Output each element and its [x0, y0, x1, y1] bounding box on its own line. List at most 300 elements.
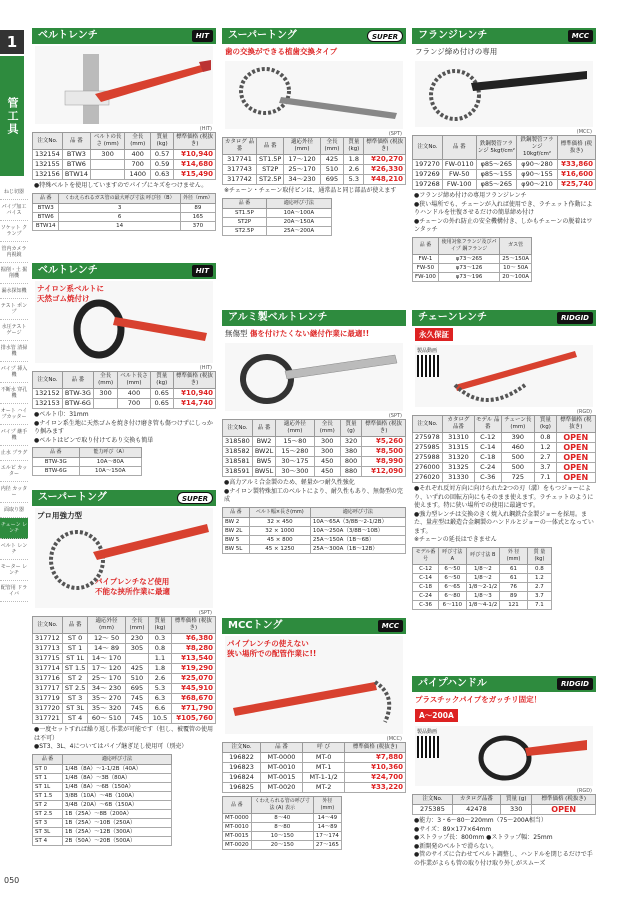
table-row: [223, 226, 332, 235]
product-notes: [32, 409, 216, 447]
warranty-badge: 永久保証: [415, 328, 453, 341]
table-header: 標準価格 (税抜き): [556, 416, 595, 433]
section-header: [222, 618, 406, 634]
brand-logo: SUPER: [177, 492, 213, 504]
note-line: ●強力型レンチは交換のきく焼入れ鋼鉄合金製ジョーを採用。また、量産型は鍛造合金鋼製のハンドルとジョーの一体式となっています。: [414, 510, 594, 535]
table-row: [223, 165, 406, 175]
sidebar-nav-item[interactable]: 排水管 清掃機: [0, 341, 28, 362]
table-header: 品 番: [223, 797, 252, 814]
table-cell: 0.63: [151, 170, 174, 180]
section-belt-wrench: [32, 28, 216, 231]
table-cell: FW-50: [413, 263, 439, 272]
table-row: [33, 809, 172, 818]
sidebar-nav-item[interactable]: 管内カメラ 内視鏡: [0, 242, 28, 263]
table-cell: FW-50: [442, 170, 476, 180]
table-cell: MT-0010: [261, 763, 303, 773]
product-table: [412, 415, 596, 483]
table-cell: 8～80: [251, 823, 313, 832]
table-cell: 6～65: [439, 582, 466, 591]
table-cell: 7.1: [527, 600, 551, 609]
table-cell: ST 1: [33, 773, 63, 782]
brand-logo: HIT: [192, 265, 213, 277]
table-cell: 0.57: [151, 150, 174, 160]
table-cell: 1/4B（8A）～6B（150A）: [62, 782, 171, 791]
table-cell: 500: [501, 453, 535, 463]
table-cell: ¥10,940: [173, 389, 215, 399]
table-cell: 25～150A: [500, 254, 532, 263]
table-header: 呼び寸法 B: [466, 547, 500, 564]
table-cell: 89: [180, 203, 215, 212]
table-cell: ST2.5P: [223, 226, 267, 235]
product-table: [32, 616, 216, 724]
table-header: 鉄鋼製管フランジ 10kgf/cm²: [517, 136, 558, 160]
table-cell: 132153: [33, 399, 63, 409]
table-row: [223, 526, 406, 535]
table-cell: MT-0000: [223, 814, 252, 823]
note-line: ●サイズ：89×177×64mm: [414, 825, 492, 833]
sidebar-nav-item[interactable]: チェーン レンチ: [0, 518, 28, 539]
table-cell: MT-1: [302, 763, 344, 773]
price-cell: OPEN: [556, 443, 595, 453]
table-header: 品 番: [62, 133, 90, 150]
table-row: [33, 458, 142, 467]
table-row: [223, 208, 332, 217]
manufacturer-credit: (MCC): [386, 736, 402, 742]
table-row: [413, 170, 596, 180]
table-cell: 15～280: [276, 447, 314, 457]
table-cell: 25A～200A: [266, 226, 331, 235]
table-cell: 35～ 320: [88, 704, 125, 714]
section-header: [32, 490, 216, 506]
table-row: [33, 773, 172, 782]
table-cell: 132155: [33, 160, 63, 170]
section-title: チェーンレンチ: [418, 312, 487, 323]
table-cell: 2B（50A）～20B（500A）: [62, 836, 171, 845]
table-cell: ¥25,740: [557, 180, 595, 190]
sidebar-nav-item[interactable]: ねじ切器: [0, 185, 28, 200]
table-cell: 196822: [223, 753, 261, 763]
table-header: 標準価格 (税抜き): [364, 138, 406, 155]
table-cell: 275978: [413, 433, 443, 443]
table-row: [223, 841, 342, 850]
table-cell: OPEN: [532, 805, 596, 815]
table-cell: 3/4B（20A）～6B（150A）: [62, 800, 171, 809]
table-cell: 275385: [413, 805, 453, 815]
table-cell: 1B（25A）～12B（300A）: [62, 827, 171, 836]
sidebar-nav-item[interactable]: 内径 カッター: [0, 482, 28, 503]
table-cell: MT-0020: [223, 841, 252, 850]
table-row: [223, 517, 406, 526]
table-header: 質量 (g): [340, 420, 361, 437]
capacity-table: [412, 237, 532, 282]
table-row: [223, 467, 406, 477]
table-row: [33, 800, 172, 809]
section-title: フランジレンチ: [418, 30, 488, 41]
product-table: [412, 794, 596, 815]
sidebar-nav-item[interactable]: 漏水探知機: [0, 284, 28, 299]
page-number: 050: [4, 876, 20, 885]
section-header: [222, 310, 406, 326]
table-cell: 425: [125, 664, 148, 674]
sidebar-nav-item[interactable]: モーター レンチ: [0, 560, 28, 581]
table-cell: BW2: [252, 437, 275, 447]
table-row: [413, 254, 532, 263]
table-row: [413, 473, 596, 483]
section-aluminum-belt-wrench: [222, 310, 406, 554]
product-notes: [412, 483, 596, 547]
capacity-table: [32, 193, 216, 231]
price-cell: OPEN: [556, 433, 595, 443]
sidebar-nav-item[interactable]: ベルト レンチ: [0, 539, 28, 560]
product-table: [32, 371, 216, 409]
table-row: [223, 535, 406, 544]
table-row: [413, 573, 552, 582]
product-image: [35, 46, 213, 124]
price-cell: OPEN: [556, 453, 595, 463]
table-cell: 197268: [413, 180, 443, 190]
table-cell: 500: [501, 463, 535, 473]
table-cell: 3.7: [535, 463, 556, 473]
table-cell: BTW6: [62, 160, 90, 170]
table-cell: 34～230: [284, 175, 320, 185]
section-mcc-tong: [222, 618, 406, 850]
table-row: [413, 433, 596, 443]
section-title: ベルトレンチ: [38, 30, 98, 41]
table-header: 質量 (g): [500, 795, 531, 805]
table-header: 注文No.: [33, 617, 63, 634]
table-header: 使用対象フランジ及びパイプ 鋼フランジ: [438, 237, 499, 254]
product-table: [412, 135, 596, 190]
table-cell: ¥12,090: [362, 467, 406, 477]
table-cell: 3/8B（10A）～4B（100A）: [62, 791, 171, 800]
table-cell: BTW3: [33, 203, 59, 212]
table-cell: C-24: [413, 591, 439, 600]
section-super-tong-replaceable: [222, 28, 406, 236]
table-cell: 1.8: [344, 155, 364, 165]
chapter-number: 1: [0, 30, 24, 54]
table-cell: 318591: [223, 467, 253, 477]
table-cell: 61: [500, 573, 528, 582]
table-cell: BW 2L: [223, 526, 250, 535]
table-cell: FW-100: [442, 180, 476, 190]
table-cell: ¥14,680: [174, 160, 216, 170]
table-cell: 0.59: [151, 160, 174, 170]
table-cell: 60～ 510: [88, 714, 125, 724]
section-title: パイプハンドル: [418, 678, 487, 689]
sidebar-nav-item[interactable]: 不断水 穿孔機: [0, 383, 28, 404]
table-cell: 8～40: [251, 814, 313, 823]
table-row: [33, 221, 216, 230]
table-header: 全長 (mm): [125, 133, 151, 150]
note-line: ●狭い場所でも、チェーンが入れば使用でき、ラチェット作動によりハンドルを往復させるだけの簡単締め付け: [414, 200, 593, 216]
table-cell: C-14: [413, 573, 439, 582]
table-cell: 1/8～4-1/2: [466, 600, 500, 609]
product-notes: [412, 190, 596, 237]
table-cell: 20A～150A: [266, 217, 331, 226]
table-cell: ST 3: [33, 818, 63, 827]
note-line: ●管のサイズに合わせてベルト調整し、ハンドルを閉じるだけで手の作業がよらも管の取り付け取り外しがスムーズ: [414, 851, 593, 867]
table-header: 外 径 (mm): [500, 547, 528, 564]
table-cell: 20～100A: [500, 272, 532, 281]
table-cell: 6.6: [149, 704, 172, 714]
table-cell: 14: [59, 221, 180, 230]
table-cell: C-18: [413, 582, 439, 591]
table-cell: φ73～196: [438, 272, 499, 281]
capacity-table: [32, 754, 172, 846]
product-image: [35, 281, 213, 363]
table-cell: C-24: [475, 463, 502, 473]
sidebar-nav-item[interactable]: オート ハイブカッター: [0, 404, 28, 425]
table-header: 鉄鋼製管フランジ 5kgf/cm²: [476, 136, 516, 160]
table-cell: 450: [314, 467, 340, 477]
table-cell: 132154: [33, 150, 63, 160]
table-cell: 700: [125, 160, 151, 170]
table-cell: 6～80: [439, 591, 466, 600]
table-row: [223, 763, 406, 773]
product-note: ●特殊ベルトを使用していますのでパイプにキズをつけません。: [34, 182, 208, 189]
table-row: [33, 714, 216, 724]
note-line: ●能力：3・6～80～220mm（75～200A相当）: [414, 817, 547, 824]
table-header: 標準価格 (税抜き): [532, 795, 596, 805]
brand-logo: RIDGID: [557, 312, 593, 324]
sidebar-nav-item[interactable]: 止水 プラグ: [0, 446, 28, 461]
table-cell: 300: [314, 437, 340, 447]
product-subtitle: フランジ締め付けの専用: [415, 47, 498, 56]
table-cell: ¥48,210: [364, 175, 406, 185]
table-cell: 3.7: [527, 591, 551, 600]
table-row: [33, 704, 216, 714]
table-cell: 31330: [442, 473, 474, 483]
note-line: ●ナイロン系生地に天然ゴムを焼き付け磨き管も傷つけずにしっかり掴みます: [34, 419, 213, 435]
table-cell: ¥24,700: [345, 773, 406, 783]
section-header: [412, 28, 596, 44]
callout-text-2: 不能な挟所作業に最適: [95, 587, 170, 596]
table-cell: 31325: [442, 463, 474, 473]
chapter-category: 管工具: [0, 56, 24, 176]
table-header: 注文No.: [33, 372, 63, 389]
table-cell: ST2.5P: [257, 175, 284, 185]
section-header: [412, 676, 596, 692]
product-image: [415, 726, 593, 786]
table-cell: 15～80: [276, 437, 314, 447]
table-row: [223, 217, 332, 226]
table-cell: 3: [59, 203, 180, 212]
sidebar-nav-item[interactable]: ソケット クランプ: [0, 221, 28, 242]
table-cell: C-12: [413, 564, 439, 573]
table-cell: 695: [320, 175, 344, 185]
table-cell: 1/8～2-1/2: [466, 582, 500, 591]
table-cell: 1/8～2: [466, 564, 500, 573]
table-cell: 317714: [33, 664, 63, 674]
section-header: [32, 263, 216, 279]
table-header: 適応外径 (mm): [88, 617, 125, 634]
table-header: 品 番: [413, 237, 439, 254]
table-header: カタログ 品番: [442, 416, 474, 433]
table-row: [33, 791, 172, 800]
table-cell: 17～120: [284, 155, 320, 165]
table-cell: 317712: [33, 634, 63, 644]
table-row: [33, 467, 142, 476]
table-cell: [125, 654, 148, 664]
table-row: [223, 814, 342, 823]
table-cell: 20～150: [251, 841, 313, 850]
manufacturer-credit: (RGD): [576, 788, 592, 794]
table-cell: ¥26,330: [364, 165, 406, 175]
table-header: 質量 (kg): [149, 617, 172, 634]
table-cell: φ85～155: [476, 170, 516, 180]
table-cell: MT-0020: [261, 783, 303, 793]
table-cell: 1/8～2: [466, 573, 500, 582]
table-cell: BTW6: [33, 212, 59, 221]
sidebar: [0, 0, 28, 900]
table-cell: 31310: [442, 433, 474, 443]
table-header: 適応呼び寸法: [266, 198, 331, 208]
table-cell: φ90～280: [517, 160, 558, 170]
sidebar-nav-item[interactable]: 水圧テスト ゲージ: [0, 320, 28, 341]
note-line: ●一度セットすれば繰り返し作業が可能です（但し、被覆管の使用は不可）: [34, 726, 214, 742]
table-cell: 317742: [223, 175, 257, 185]
sidebar-nav-item[interactable]: 面取り器: [0, 503, 28, 518]
table-cell: MT-0015: [223, 832, 252, 841]
brand-logo: SUPER: [367, 30, 403, 42]
table-cell: 695: [125, 684, 148, 694]
table-header: 標準価格 (税抜き): [171, 617, 215, 634]
table-cell: ST2P: [257, 165, 284, 175]
note-line: ●フランジ締め付けの専用フランジレンチ: [414, 192, 527, 199]
table-cell: 89: [500, 591, 528, 600]
table-cell: FW-1: [413, 254, 439, 263]
table-header: カタログ品番: [452, 795, 500, 805]
table-cell: BW 2: [223, 517, 250, 526]
table-cell: 1.8: [149, 664, 172, 674]
table-cell: 317715: [33, 654, 63, 664]
table-cell: 12～ 50: [88, 634, 125, 644]
table-cell: 317719: [33, 694, 63, 704]
sidebar-nav-item[interactable]: パイプ加工 バイス: [0, 200, 28, 221]
capacity-table: [222, 507, 406, 554]
table-cell: MT-0010: [223, 823, 252, 832]
table-header: 全長 (mm): [93, 372, 117, 389]
sidebar-nav-item[interactable]: 掘削・土 掘削機: [0, 263, 28, 284]
table-cell: 1.2: [527, 573, 551, 582]
table-cell: 510: [125, 674, 148, 684]
table-cell: 320: [340, 437, 361, 447]
table-cell: 14～ 89: [88, 644, 125, 654]
table-cell: 25A～300A（1B～12B）: [310, 544, 405, 553]
callout-text: パイプレンチなど使用: [95, 577, 170, 586]
table-header: 質量 (kg): [151, 133, 174, 150]
table-row: [413, 582, 552, 591]
table-cell: 14～ 170: [88, 654, 125, 664]
manufacturer-credit: (HIT): [199, 365, 212, 371]
table-cell: ¥33,860: [557, 160, 595, 170]
table-cell: 745: [125, 714, 148, 724]
sidebar-nav-item[interactable]: エルピ カッター: [0, 461, 28, 482]
range-badge: A～200A: [415, 709, 458, 722]
product-subtitle: プラスチックパイプをガッチリ固定！: [415, 695, 542, 704]
table-cell: 14～49: [313, 814, 341, 823]
table-cell: BTW14: [62, 170, 90, 180]
table-header: 全長 (mm): [314, 420, 340, 437]
table-cell: 330: [500, 805, 531, 815]
table-cell: ST 2.5: [62, 684, 88, 694]
product-image: [415, 345, 593, 407]
sidebar-nav-item[interactable]: 配管用 ドライバ: [0, 581, 28, 602]
table-cell: 25～ 170: [88, 674, 125, 684]
table-row: [413, 591, 552, 600]
table-cell: 31315: [442, 443, 474, 453]
table-cell: 45 × 800: [249, 535, 310, 544]
table-row: [33, 634, 216, 644]
capacity-table: [222, 198, 332, 236]
table-cell: ¥71,790: [171, 704, 215, 714]
table-cell: ¥8,990: [362, 457, 406, 467]
product-subtitle: 歯の交換ができる植歯交換タイプ: [225, 47, 338, 56]
price-cell: OPEN: [556, 463, 595, 473]
table-header: 質量 (kg): [150, 372, 173, 389]
product-table: [222, 137, 406, 185]
table-cell: 1B（25A）～8B（200A）: [62, 809, 171, 818]
table-row: [223, 832, 342, 841]
manufacturer-credit: (HIT): [199, 126, 212, 132]
price-cell: OPEN: [556, 473, 595, 483]
table-cell: MT-1-1/2: [302, 773, 344, 783]
table-row: [223, 447, 406, 457]
table-header: ベルトの長さ (mm): [90, 133, 124, 150]
sidebar-nav: [0, 185, 28, 602]
table-header: 標準価格 (税抜き): [174, 133, 216, 150]
table-cell: 61: [500, 564, 528, 573]
section-header: [32, 28, 216, 44]
table-cell: ¥16,600: [557, 170, 595, 180]
table-header: 呼 び: [302, 743, 344, 753]
table-header: くわえられるガス管の最大呼び寸法 呼び径（B）: [59, 193, 180, 203]
table-cell: 6～110: [439, 600, 466, 609]
table-cell: 370: [180, 221, 215, 230]
table-cell: ST 1L: [33, 782, 63, 791]
table-cell: ST 1: [62, 644, 88, 654]
table-cell: 25A～150A（1B～6B）: [310, 535, 405, 544]
table-row: [413, 180, 596, 190]
table-row: [33, 160, 216, 170]
product-notes: [222, 477, 406, 507]
section-header: [222, 28, 406, 44]
qr-label: 製品動画: [417, 348, 438, 354]
table-row: [33, 654, 216, 664]
table-cell: 17～ 120: [88, 664, 125, 674]
sidebar-nav-item[interactable]: パイプ 挿入機: [0, 362, 28, 383]
sidebar-nav-item[interactable]: テスト ポンプ: [0, 299, 28, 320]
table-row: [223, 753, 406, 763]
note-line: ●新開発のベルトで滑らない。: [414, 842, 498, 850]
table-cell: ¥10,360: [345, 763, 406, 773]
table-cell: ST 0: [62, 634, 88, 644]
table-row: [413, 600, 552, 609]
capacity-table: [32, 447, 142, 476]
table-cell: 5.3: [344, 175, 364, 185]
table-header: ベルト長さ (mm): [118, 372, 150, 389]
manufacturer-credit: (RGD): [576, 409, 592, 415]
table-row: [33, 389, 216, 399]
table-header: 質量 (kg): [535, 416, 556, 433]
table-cell: C-14: [475, 443, 502, 453]
sidebar-nav-item[interactable]: パイプ 継手機: [0, 425, 28, 446]
table-cell: ¥15,490: [174, 170, 216, 180]
table-row: [223, 823, 342, 832]
brand-logo: MCC: [378, 620, 403, 632]
table-cell: C-36: [413, 600, 439, 609]
table-row: [33, 664, 216, 674]
